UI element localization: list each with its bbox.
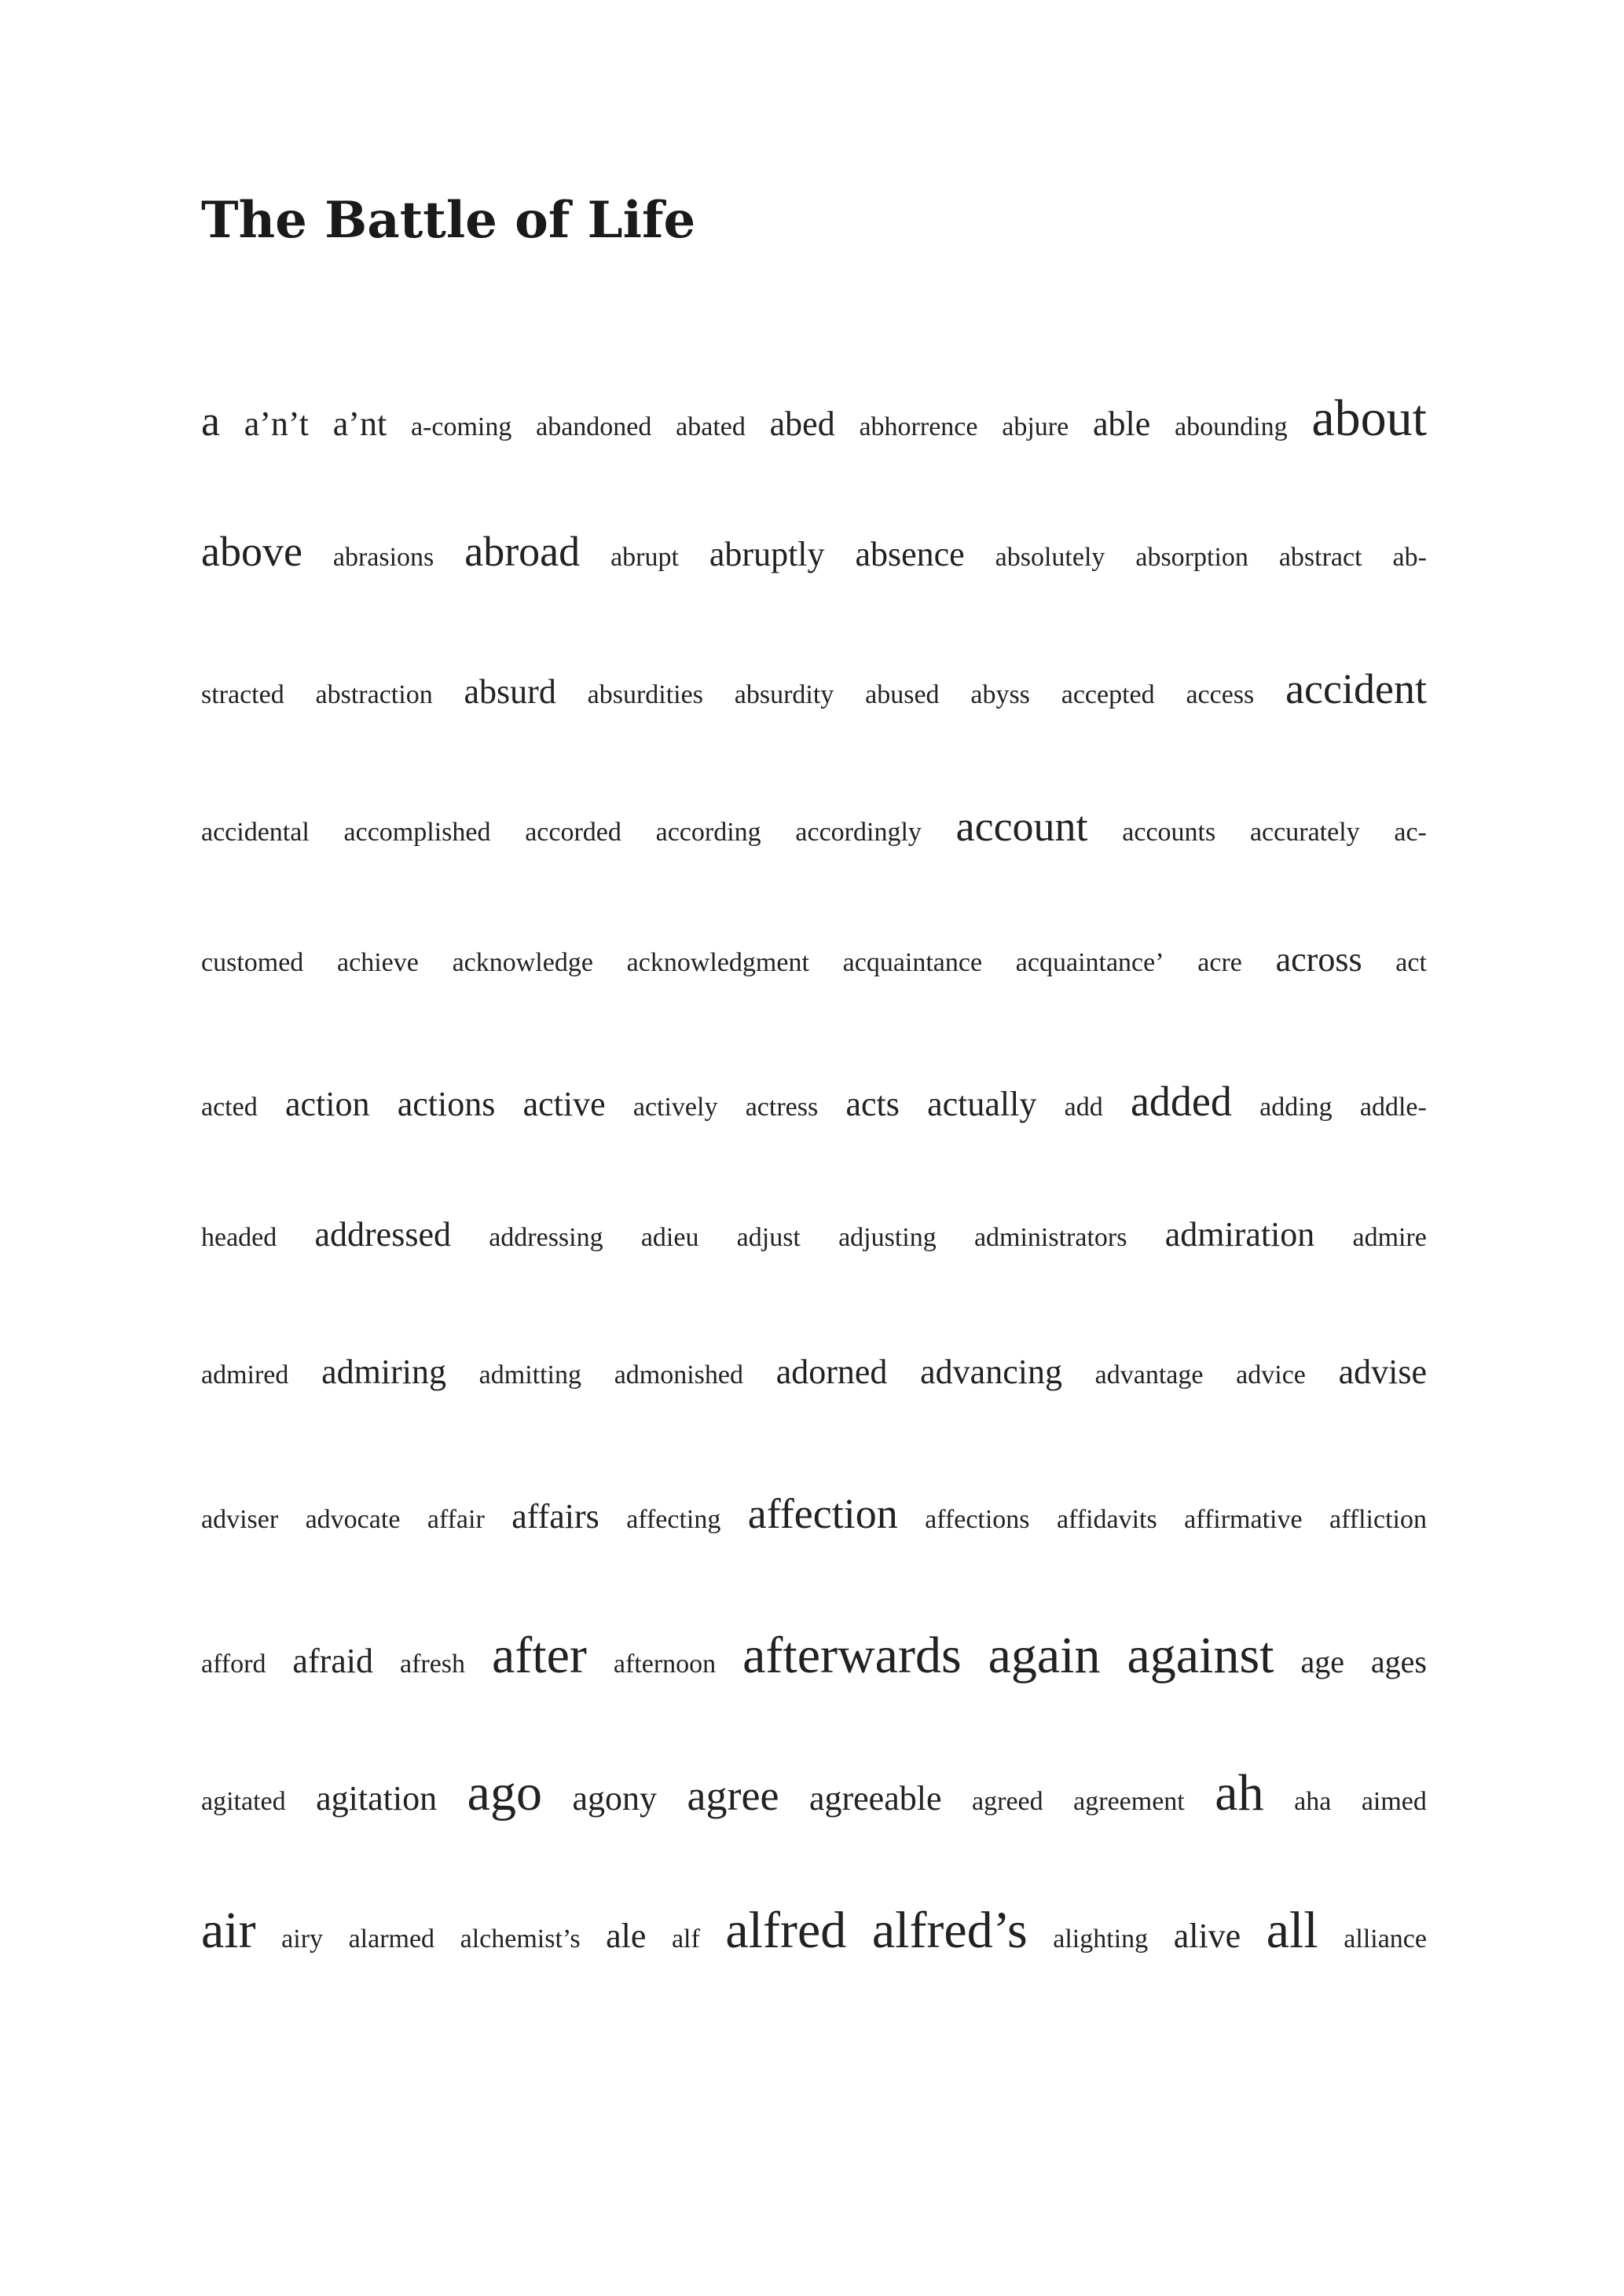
cloud-word: administrators [973, 1223, 1127, 1252]
cloud-word: actions [397, 1085, 496, 1123]
word-line [201, 1080, 1427, 1174]
cloud-word: afternoon [613, 1650, 717, 1679]
cloud-word: aimed [1361, 1787, 1427, 1816]
cloud-word: admonished [614, 1360, 744, 1390]
cloud-word: accomplished [343, 818, 491, 847]
cloud-word: able [1092, 405, 1151, 443]
cloud-word: accorded [525, 818, 621, 847]
cloud-word: act [1395, 948, 1427, 977]
cloud-word: ab- [1392, 543, 1427, 572]
cloud-word: abstract [1278, 543, 1362, 572]
cloud-word: access [1186, 680, 1255, 709]
cloud-word: alfred [725, 1902, 847, 1959]
cloud-word: affirmative [1184, 1505, 1303, 1534]
cloud-word: alarmed [348, 1924, 435, 1954]
cloud-word: abruptly [709, 535, 825, 573]
cloud-word: acquaintance’ [1015, 948, 1164, 977]
cloud-word: admiring [321, 1353, 446, 1391]
cloud-word: abrasions [332, 543, 434, 572]
cloud-word: acknowledge [452, 948, 593, 977]
cloud-word: admired [201, 1360, 289, 1390]
cloud-word: adorned [775, 1353, 888, 1391]
word-line [201, 1902, 1427, 1999]
cloud-word: above [201, 528, 302, 575]
cloud-word: acre [1197, 948, 1242, 977]
cloud-word: account [955, 803, 1088, 850]
cloud-word: ago [467, 1764, 542, 1822]
cloud-word: abounding [1175, 412, 1288, 441]
cloud-word: agitation [316, 1779, 438, 1818]
cloud-word: alfred’s [871, 1902, 1028, 1959]
cloud-word: ac- [1394, 818, 1427, 847]
document-title: The Battle of Life [201, 191, 696, 250]
cloud-word: advice [1236, 1360, 1306, 1390]
cloud-word: addressing [489, 1223, 603, 1252]
word-line [201, 1764, 1427, 1862]
cloud-word: afford [201, 1650, 266, 1679]
cloud-word: alliance [1344, 1924, 1427, 1954]
cloud-word: a’n’t [244, 405, 309, 443]
word-line [201, 530, 1427, 624]
cloud-word: age [1300, 1644, 1344, 1679]
cloud-word: agreeable [808, 1779, 942, 1818]
cloud-word: achieve [337, 948, 419, 977]
cloud-word: alive [1173, 1917, 1241, 1955]
cloud-word: stracted [201, 680, 284, 709]
word-line [201, 665, 1427, 762]
cloud-word: all [1266, 1902, 1318, 1959]
cloud-word: adding [1259, 1093, 1333, 1122]
cloud-word: abrupt [610, 543, 679, 572]
cloud-word: afterwards [742, 1627, 962, 1684]
cloud-word: alchemist’s [460, 1924, 581, 1954]
cloud-word: affection [747, 1490, 898, 1537]
cloud-word: abhorrence [859, 412, 978, 441]
cloud-word: adviser [201, 1505, 279, 1534]
cloud-word: adieu [640, 1223, 699, 1252]
cloud-word: admiration [1164, 1215, 1315, 1254]
cloud-word: accidental [201, 818, 310, 847]
cloud-word: action [284, 1085, 370, 1123]
cloud-word: a’nt [332, 405, 387, 443]
cloud-word: accident [1285, 665, 1427, 712]
cloud-word: absurd [464, 672, 556, 711]
cloud-word: abjure [1002, 412, 1069, 441]
cloud-word: afraid [292, 1642, 374, 1680]
cloud-word: adjust [736, 1223, 801, 1252]
cloud-word: absolutely [995, 543, 1105, 572]
cloud-word: actively [632, 1093, 718, 1122]
cloud-word: advise [1338, 1353, 1427, 1391]
cloud-word: abstraction [315, 680, 433, 709]
word-line [201, 1627, 1427, 1724]
cloud-word: aha [1294, 1787, 1332, 1816]
cloud-word: addressed [314, 1215, 451, 1254]
cloud-word: alf [671, 1924, 700, 1954]
cloud-word: abused [865, 680, 940, 709]
cloud-word: abroad [464, 528, 581, 575]
cloud-word: accordingly [795, 818, 922, 847]
cloud-word: affecting [626, 1505, 721, 1534]
cloud-word: against [1127, 1627, 1274, 1684]
word-line [201, 1355, 1427, 1449]
cloud-word: actress [745, 1093, 819, 1122]
cloud-word: air [201, 1902, 256, 1959]
cloud-word: agreed [972, 1787, 1043, 1816]
cloud-word: affections [925, 1505, 1030, 1534]
cloud-word: absorption [1135, 543, 1248, 572]
word-line [201, 1215, 1427, 1312]
cloud-word: acquaintance [842, 948, 983, 977]
word-line [201, 805, 1427, 899]
cloud-word: ale [606, 1917, 647, 1955]
cloud-word: agree [687, 1772, 779, 1819]
cloud-word: about [1311, 390, 1427, 447]
cloud-word: accepted [1061, 680, 1155, 709]
cloud-word: agreement [1073, 1787, 1185, 1816]
cloud-word: airy [281, 1924, 324, 1954]
cloud-word: admire [1352, 1223, 1427, 1252]
cloud-word: across [1275, 940, 1362, 979]
cloud-word: acknowledgment [626, 948, 809, 977]
word-line [201, 1492, 1427, 1587]
cloud-word: customed [201, 948, 304, 977]
cloud-word: admitting [478, 1360, 581, 1390]
cloud-word: added [1130, 1078, 1232, 1125]
cloud-word: agitated [201, 1787, 286, 1816]
cloud-word: affidavits [1056, 1505, 1157, 1534]
cloud-word: addle- [1359, 1093, 1427, 1122]
cloud-word: accounts [1122, 818, 1216, 847]
cloud-word: again [988, 1627, 1101, 1684]
cloud-word: abandoned [536, 412, 652, 441]
cloud-word: abyss [970, 680, 1030, 709]
cloud-word: absence [855, 535, 965, 573]
cloud-word: advocate [305, 1505, 401, 1534]
cloud-word: affliction [1329, 1505, 1427, 1534]
cloud-word: acted [201, 1093, 258, 1122]
cloud-word: a-coming [410, 412, 512, 441]
cloud-word: affairs [511, 1497, 599, 1536]
cloud-word: acts [845, 1085, 900, 1123]
cloud-word: afresh [399, 1650, 466, 1679]
cloud-word: after [492, 1627, 587, 1684]
cloud-word: actually [927, 1085, 1037, 1123]
word-line [201, 940, 1427, 1037]
cloud-word: abated [676, 412, 746, 441]
cloud-word: ah [1215, 1764, 1264, 1822]
cloud-word: ages [1370, 1644, 1427, 1679]
cloud-word: adjusting [838, 1223, 937, 1252]
cloud-word: add [1064, 1093, 1103, 1122]
cloud-word: advantage [1094, 1360, 1204, 1390]
cloud-word: agony [572, 1779, 658, 1818]
cloud-word: according [655, 818, 761, 847]
cloud-word: alighting [1053, 1924, 1149, 1954]
cloud-word: a [201, 397, 220, 445]
cloud-word: absurdity [734, 680, 834, 709]
cloud-word: accurately [1249, 818, 1360, 847]
word-line [201, 390, 1427, 487]
cloud-word: absurdities [587, 680, 703, 709]
cloud-word: headed [201, 1223, 277, 1252]
cloud-word: abed [769, 405, 835, 443]
cloud-word: active [522, 1085, 606, 1123]
cloud-word: affair [427, 1505, 485, 1534]
cloud-word: advancing [920, 1353, 1062, 1391]
